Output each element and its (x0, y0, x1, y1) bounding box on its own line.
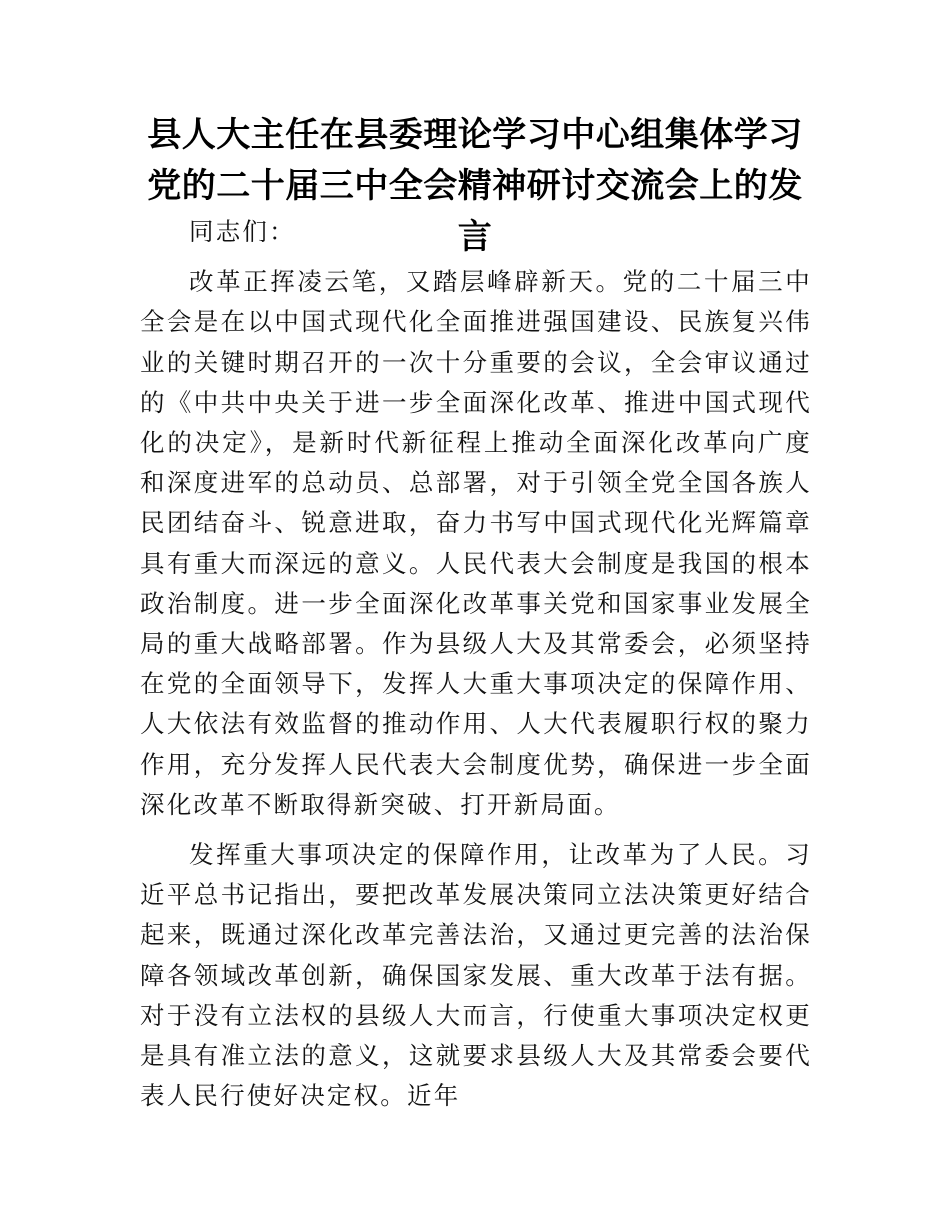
salutation: 同志们： (189, 217, 296, 246)
document-title: 县人大主任在县委理论学习中心组集体学习党的二十届三中全会精神研讨交流会上的发言 (147, 115, 803, 257)
document-body (140, 212, 812, 1126)
paragraph-2: 发挥重大事项决定的保障作用，让改革为了人民。习近平总书记指出，要把改革发展决策同立法决策更好结合起来，既通过深化改革完善法治，又通过更完善的法治保障各领域改革创新，确保国家发展、重大改革于法有据。对于没有立法权的县级人大而言，行使重大事项决定权更是具有准立法的意义，这就要求县级人大及其常委会要代表人民行使好决定权。近年 (140, 840, 812, 1111)
paragraph-1: 改革正挥凌云笔，又踏层峰辟新天。党的二十届三中全会是在以中国式现代化全面推进强国建设、民族复兴伟业的关键时期召开的一次十分重要的会议，全会审议通过的《中共中央关于进一步全面深化改革、推进中国式现代化的决定》，是新时代新征程上推动全面深化改革向广度和深度进军的总动员、总部署，对于引领全党全国各族人民团结奋斗、锐意进取，奋力书写中国式现代化光辉篇章具有重大而深远的意义。人民代表大会制度是我国的根本政治制度。进一步全面深化改革事关党和国家事业发展全局的重大战略部署。作为县级人大及其常委会，必须坚持在党的全面领导下，发挥人大重大事项决定的保障作用、人大依法有效监督的推动作用、人大代表履职行权的聚力作用，充分发挥人民代表大会制度优势，确保进一步全面深化改革不断取得新突破、打开新局面。 (140, 267, 812, 819)
